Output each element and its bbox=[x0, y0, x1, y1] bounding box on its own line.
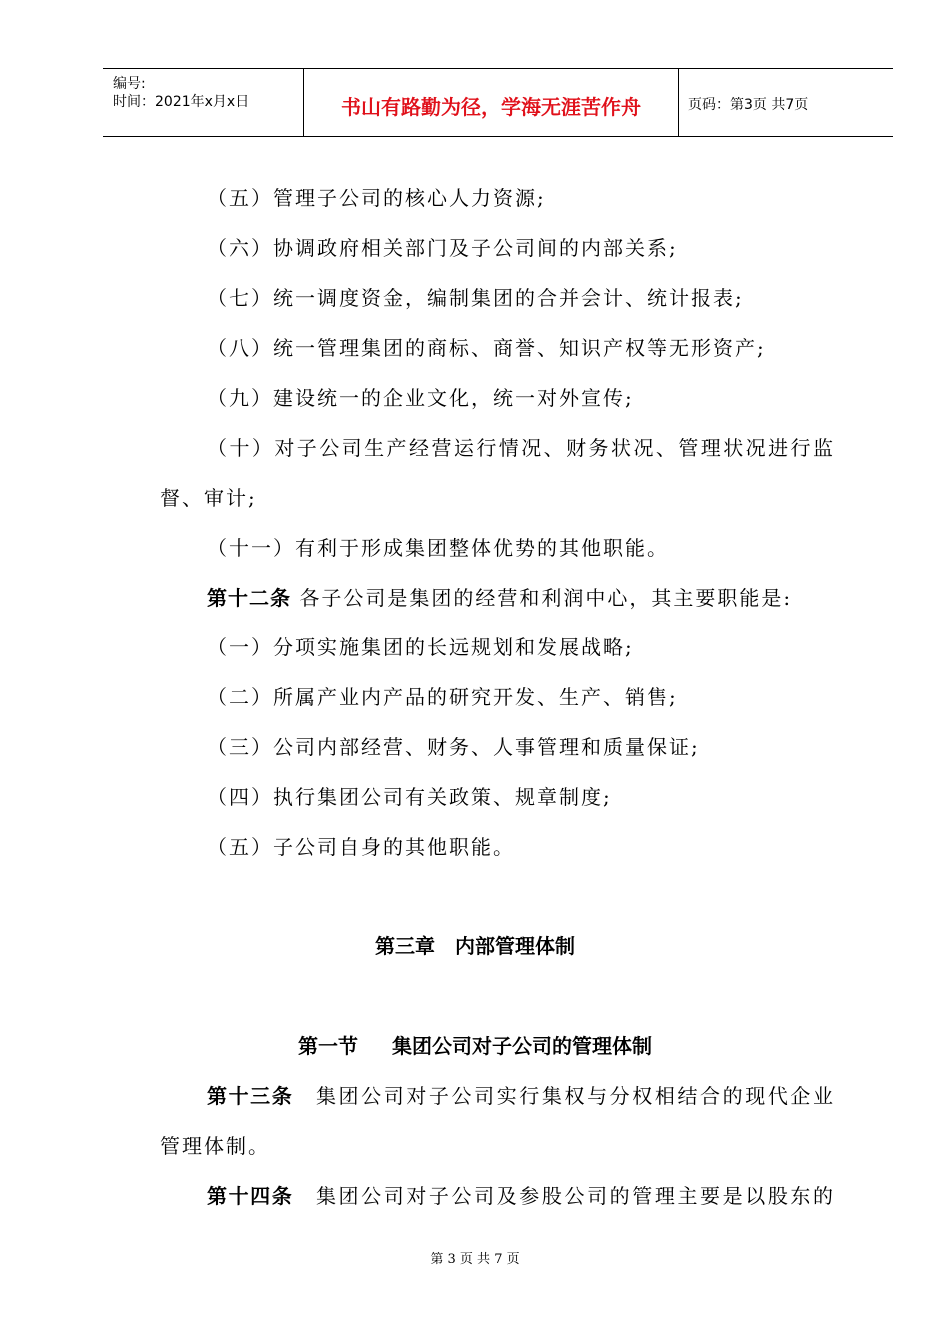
document-number-label: 编号: bbox=[113, 76, 146, 92]
article-text: 集团公司对子公司实行集权与分权相结合的现代企业 bbox=[293, 1084, 836, 1108]
article-text: 各子公司是集团的经营和利润中心，其主要职能是: bbox=[291, 586, 793, 610]
list-item: （五）管理子公司的核心人力资源; bbox=[207, 186, 546, 210]
article-text: 集团公司对子公司及参股公司的管理主要是以股东的 bbox=[293, 1184, 836, 1208]
list-item: （一）分项实施集团的长远规划和发展战略; bbox=[207, 635, 634, 659]
document-time-label: 时间：2021年x月x日 bbox=[113, 94, 250, 110]
list-item: （九）建设统一的企业文化，统一对外宣传; bbox=[207, 386, 634, 410]
article-14 bbox=[207, 1180, 835, 1209]
article-12 bbox=[207, 582, 835, 611]
article-label: 第十二条 bbox=[207, 586, 291, 610]
header-page-cell bbox=[678, 69, 893, 136]
list-item: （十）对子公司生产经营运行情况、财务状况、管理状况进行监 bbox=[207, 436, 835, 460]
list-item-continuation: 督、审计; bbox=[160, 486, 257, 510]
list-item: （十一）有利于形成集团整体优势的其他职能。 bbox=[207, 536, 669, 560]
list-item: （三）公司内部经营、财务、人事管理和质量保证; bbox=[207, 735, 700, 759]
list-item: （四）执行集团公司有关政策、规章制度; bbox=[207, 785, 612, 809]
header-meta-cell bbox=[103, 69, 303, 136]
header-page-info: 页码：第3页 共7页 bbox=[688, 97, 809, 113]
article-label: 第十三条 bbox=[207, 1084, 294, 1108]
header-motto-cell bbox=[303, 69, 679, 136]
article-label: 第十四条 bbox=[207, 1184, 294, 1208]
chapter-title: 第三章 内部管理体制 bbox=[375, 934, 575, 958]
section-title: 第一节 集团公司对子公司的管理体制 bbox=[298, 1034, 652, 1058]
list-item: （六）协调政府相关部门及子公司间的内部关系; bbox=[207, 236, 678, 260]
page-header bbox=[103, 68, 893, 137]
list-item: （七）统一调度资金，编制集团的合并会计、统计报表; bbox=[207, 286, 744, 310]
article-13 bbox=[207, 1080, 835, 1109]
article-13-continuation: 管理体制。 bbox=[160, 1134, 270, 1158]
list-item: （八）统一管理集团的商标、商誉、知识产权等无形资产; bbox=[207, 336, 766, 360]
header-motto: 书山有路勤为径，学海无涯苦作舟 bbox=[341, 95, 641, 119]
list-item: （五）子公司自身的其他职能。 bbox=[207, 835, 515, 859]
list-item: （二）所属产业内产品的研究开发、生产、销售; bbox=[207, 685, 678, 709]
page-footer: 第 3 页 共 7 页 bbox=[430, 1252, 520, 1267]
